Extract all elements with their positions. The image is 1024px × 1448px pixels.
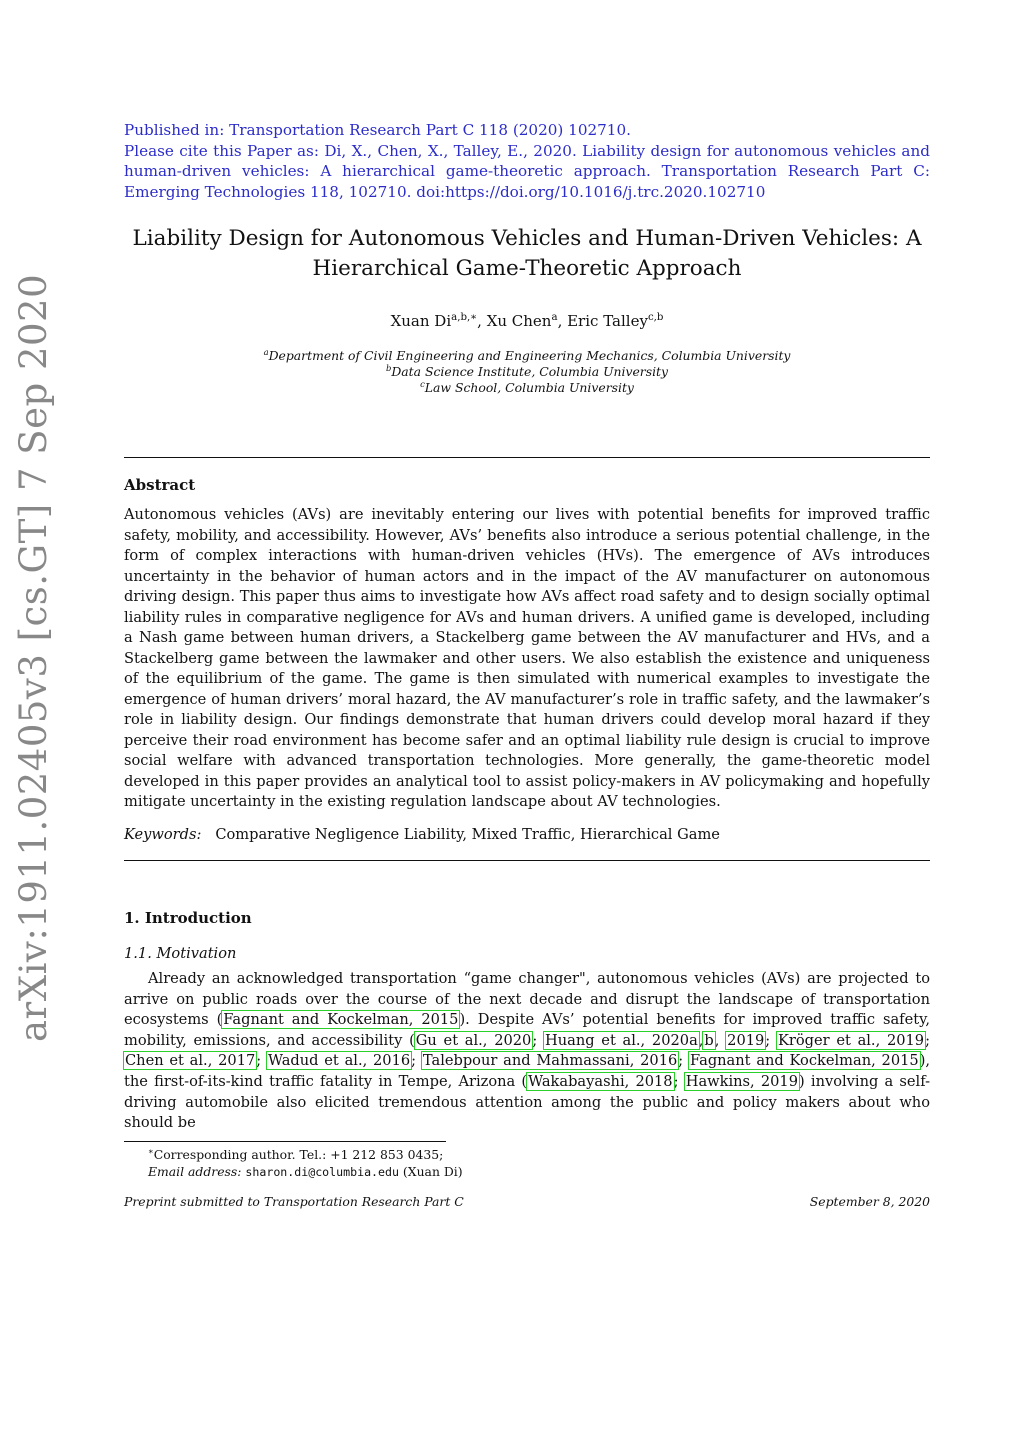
- email-owner: (Xuan Di): [402, 1164, 463, 1179]
- author-name: Eric Talley: [567, 312, 648, 330]
- footnote-mark: ∗: [148, 1145, 154, 1156]
- footnote-rule: [124, 1141, 446, 1142]
- section-heading: 1. Introduction: [124, 909, 252, 927]
- footnote-line: [148, 1146, 463, 1163]
- author-separator: ,: [557, 312, 568, 330]
- affiliation-mark: a: [263, 346, 269, 357]
- affiliations: [124, 348, 930, 397]
- citation-link[interactable]: b: [704, 1031, 714, 1049]
- citation-link[interactable]: Talebpour and Mahmassani, 2016: [422, 1052, 678, 1070]
- cite-as-line[interactable]: Please cite this Paper as: Di, X., Chen, X., Talley, E., 2020. Liability design for autonomous vehicles and human-driven vehicles: A hierarchical game-theoretic approach. Transportation Research Part C: Emerging Technologies 118, 102710. doi:https://doi.org/10.1016/j.trc.2020.102710: [124, 141, 930, 201]
- citation-separator: ;: [532, 1031, 544, 1049]
- citation-link[interactable]: Wadud et al., 2016: [267, 1052, 411, 1070]
- publication-notice: [124, 120, 930, 202]
- affiliation-text: Data Science Institute, Columbia University: [391, 364, 669, 380]
- citation-link[interactable]: 2019: [727, 1031, 765, 1049]
- citation-separator: ,: [698, 1031, 704, 1049]
- title-line-2: Hierarchical Game-Theoretic Approach: [312, 256, 742, 281]
- citation-separator: ;: [411, 1052, 422, 1070]
- intro-text: ), the first-of-its-kind traffic fatality in Tempe, Arizona (: [124, 1052, 931, 1090]
- citation-separator: ;: [678, 1052, 689, 1070]
- affiliation-mark: b: [385, 363, 392, 374]
- author-list: [124, 312, 930, 330]
- citation-separator: ,: [714, 1031, 727, 1049]
- arxiv-identifier: arXiv:1911.02405v3 [cs.GT] 7 Sep 2020: [12, 273, 55, 1042]
- footnote-text: Corresponding author. Tel.: +1 212 853 0435;: [153, 1147, 444, 1162]
- author-name: Xuan Di: [390, 312, 452, 330]
- citation-link[interactable]: Wakabayashi, 2018: [528, 1072, 673, 1090]
- title-line-1: Liability Design for Autonomous Vehicles and Human-Driven Vehicles: A: [132, 226, 922, 251]
- citation-link[interactable]: Chen et al., 2017: [125, 1052, 256, 1070]
- preprint-note: Preprint submitted to Transportation Research Part C: [124, 1194, 464, 1209]
- intro-text: ). Despite AVs’ potential benefits for improved traffic safety, mobility, emissions, and accessibility (: [124, 1011, 931, 1049]
- citation-link[interactable]: Gu et al., 2020: [415, 1031, 532, 1049]
- footnote: [148, 1146, 463, 1181]
- citation-link[interactable]: Hawkins, 2019: [685, 1072, 799, 1090]
- paper-title: [100, 224, 954, 284]
- citation-separator: ;: [256, 1052, 267, 1070]
- abstract-bottom-rule: [124, 860, 930, 861]
- author-affil-mark: a,b,∗: [451, 312, 478, 323]
- email-label: Email address:: [148, 1164, 242, 1179]
- affiliation-text: Law School, Columbia University: [424, 380, 634, 396]
- email-address[interactable]: sharon.di@columbia.edu: [245, 1165, 399, 1179]
- keywords-label: Keywords:: [124, 826, 202, 843]
- keywords-list: Comparative Negligence Liability, Mixed Traffic, Hierarchical Game: [215, 826, 720, 843]
- citation-separator: ;: [925, 1031, 931, 1049]
- page-footer: [124, 1194, 930, 1209]
- affiliation-text: Department of Civil Engineering and Engineering Mechanics, Columbia University: [268, 348, 791, 363]
- affiliation-line: [124, 380, 930, 396]
- intro-text: ) involving a self-driving automobile also elicited tremendous attention among the public and policy makers about who should be: [124, 1072, 931, 1132]
- affiliation-line: [124, 364, 930, 380]
- author-affil-mark: a: [551, 312, 558, 323]
- abstract-body: Autonomous vehicles (AVs) are inevitably entering our lives with potential benefits for improved traffic safety, mobility, and accessibility. However, AVs’ benefits also introduce a serious potential challenge, in the form of complex interactions with human-driven vehicles (HVs). The emergence of AVs introduces uncertainty in the behavior of human actors and in the impact of the AV manufacturer on autonomous driving design. This paper thus aims to investigate how AVs affect road safety and to design socially optimal liability rules in comparative negligence for AVs and human drivers. A unified game is developed, including a Nash game between human drivers, a Stackelberg game between the AV manufacturer and HVs, and a Stackelberg game between the lawmaker and other users. We also establish the existence and uniqueness of the equilibrium of the game. The game is then simulated with numerical examples to investigate the emergence of human drivers’ moral hazard, the AV manufacturer’s role in traffic safety, and the lawmaker’s role in liability design. Our findings demonstrate that human drivers could develop moral hazard if they perceive their road environment has become safer and an optimal liability rule design is crucial to improve social welfare with advanced transportation technologies. More generally, the game-theoretic model developed in this paper provides an analytical tool to assist policy-makers in AV policymaking and hopefully mitigate uncertainty in the existing regulation landscape about AV technologies.: [124, 506, 930, 810]
- citation-link[interactable]: Huang et al., 2020a: [545, 1031, 698, 1049]
- abstract-top-rule: [124, 457, 930, 458]
- abstract-heading: Abstract: [124, 476, 196, 494]
- author-separator: ,: [477, 312, 487, 330]
- affiliation-line: [124, 348, 930, 364]
- footer-date: September 8, 2020: [809, 1194, 930, 1209]
- citation-separator: ;: [673, 1072, 685, 1090]
- keywords: [124, 826, 930, 843]
- intro-paragraph: [124, 969, 930, 1134]
- author-name: Xu Chen: [486, 312, 552, 330]
- author-affil-mark: c,b: [647, 312, 664, 323]
- citation-link[interactable]: Fagnant and Kockelman, 2015: [223, 1011, 459, 1029]
- footnote-email-line: [148, 1163, 463, 1181]
- intro-text: Already an acknowledged transportation “game changer", autonomous vehicles (AVs) are projected to arrive on public roads over the course of the next decade and disrupt the landscape of transportation ecosystems (: [124, 970, 930, 1029]
- published-in-line[interactable]: Published in: Transportation Research Part C 118 (2020) 102710.: [124, 121, 631, 139]
- citation-link[interactable]: Fagnant and Kockelman, 2015: [689, 1052, 919, 1070]
- subsection-heading: 1.1. Motivation: [124, 945, 237, 962]
- citation-link[interactable]: Kröger et al., 2019: [777, 1031, 925, 1049]
- citation-separator: ;: [765, 1031, 777, 1049]
- affiliation-mark: c: [420, 379, 425, 390]
